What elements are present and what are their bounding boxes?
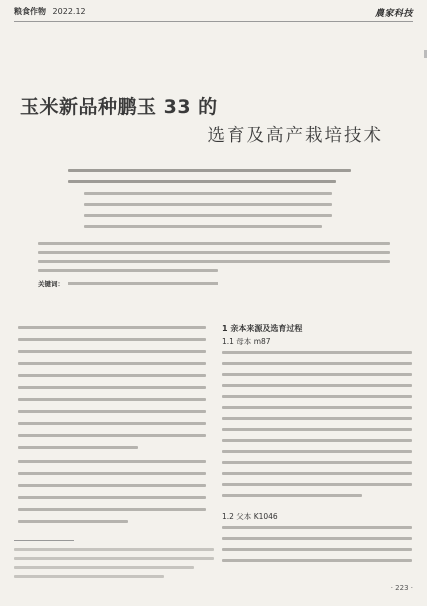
page-header <box>14 6 413 20</box>
page-number: · 223 · <box>390 584 413 592</box>
keywords-placeholder <box>68 282 218 285</box>
footnote-rule <box>14 540 74 541</box>
journal-brand: 農家科技 <box>374 9 413 19</box>
article-title-line-1: 玉米新品种鹏玉 33 的 <box>20 96 218 118</box>
journal-issue: 2022.12 <box>52 7 86 16</box>
journal-column: 粮食作物 <box>14 7 46 16</box>
article-title-line-2: 选育及高产栽培技术 <box>207 126 383 146</box>
header-rule <box>14 21 413 22</box>
section-heading-1: 1 亲本来源及选育过程 <box>222 324 303 333</box>
journal-section-label <box>14 6 86 17</box>
subsection-heading-1-1: 1.1 母本 m87 <box>222 337 271 346</box>
keywords-label: 关键词： <box>38 280 64 288</box>
subsection-heading-1-2: 1.2 父本 K1046 <box>222 512 278 521</box>
